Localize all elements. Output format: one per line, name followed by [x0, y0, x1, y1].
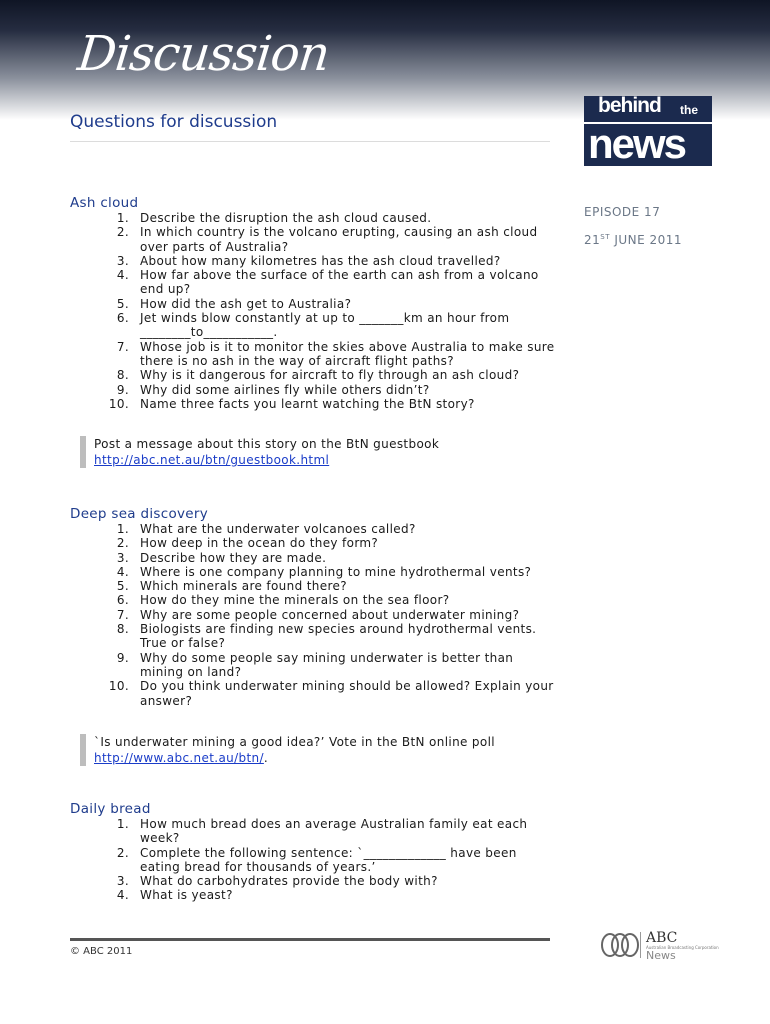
- section-daily-bread: [70, 801, 560, 903]
- logo-separator: [640, 932, 641, 958]
- list-item: 5. How did the ash get to Australia?: [116, 296, 352, 311]
- callout-text: `Is underwater mining a good idea?’ Vote in the BtN online poll: [94, 735, 495, 749]
- episode-info: [584, 205, 682, 261]
- question-list: [70, 522, 560, 708]
- poll-link[interactable]: http://www.abc.net.au/btn/: [94, 751, 264, 765]
- list-item: 9. Why do some people say mining underwater is better than mining on land?: [116, 650, 514, 679]
- list-item: 2. In which country is the volcano erupting, causing an ash cloud over parts of Australia?: [116, 225, 538, 254]
- list-item: 1. What are the underwater volcanoes called?: [116, 522, 416, 536]
- behind-the-news-logo: [584, 96, 714, 172]
- list-item: 5. Which minerals are found there?: [116, 579, 347, 594]
- list-item: 6. How do they mine the minerals on the sea floor?: [116, 593, 450, 608]
- list-item: 7. Whose job is it to monitor the skies above Australia to make sure there is no ash in the way of aircraft flight paths?: [116, 339, 555, 368]
- list-item: 10. Name three facts you learnt watching the BtN story?: [108, 396, 475, 411]
- abc-corp-name: Australian Broadcasting Corporation: [646, 945, 719, 950]
- logo-word-news: news: [588, 120, 686, 167]
- title-divider: [70, 141, 550, 142]
- list-item: 7. Why are some people concerned about underwater mining?: [116, 607, 520, 622]
- list-item: 3. About how many kilometres has the ash cloud travelled?: [116, 253, 501, 268]
- section-heading: Daily bread: [70, 801, 151, 817]
- poll-callout: [80, 734, 564, 766]
- discussion-logo: Discussion: [75, 26, 332, 82]
- logo-word-the: the: [680, 103, 698, 117]
- section-heading: Ash cloud: [70, 195, 139, 211]
- date-day: 21: [584, 233, 601, 247]
- page-title: Questions for discussion: [70, 112, 278, 132]
- list-item: 3. Describe how they are made.: [116, 550, 327, 565]
- list-item: 1. How much bread does an average Australian family eat each week?: [116, 817, 528, 846]
- list-item: 4. What is yeast?: [116, 888, 233, 903]
- list-item: 8. Why is it dangerous for aircraft to fly through an ash cloud?: [116, 368, 520, 383]
- section-ash-cloud: [70, 195, 560, 411]
- guestbook-callout: [80, 436, 564, 468]
- list-item: 4. Where is one company planning to mine hydrothermal vents?: [116, 564, 532, 579]
- list-item: 4. How far above the surface of the earth can ash from a volcano end up?: [116, 268, 539, 297]
- callout-trailing: .: [263, 751, 269, 765]
- abc-lissajous-icon: [600, 932, 640, 958]
- guestbook-link[interactable]: http://abc.net.au/btn/guestbook.html: [94, 453, 330, 467]
- date-suffix: ST: [600, 233, 611, 241]
- abc-news-wordmark: News: [646, 949, 676, 962]
- list-item: 8. Biologists are finding new species around hydrothermal vents. True or false?: [116, 622, 537, 651]
- logo-word-behind: behind: [598, 94, 661, 117]
- question-list: [70, 817, 560, 903]
- section-heading: Deep sea discovery: [70, 506, 209, 522]
- list-item: 9. Why did some airlines fly while others didn’t?: [116, 382, 430, 397]
- abc-news-logo: [600, 930, 720, 962]
- episode-date: [584, 233, 682, 247]
- list-item: 10. Do you think underwater mining should be allowed? Explain your answer?: [108, 679, 554, 708]
- callout-text: Post a message about this story on the BtN guestbook: [94, 437, 440, 451]
- footer-divider: [70, 938, 550, 941]
- list-item: 1. Describe the disruption the ash cloud caused.: [116, 211, 432, 225]
- section-deep-sea-discovery: [70, 506, 560, 708]
- list-item: 3. What do carbohydrates provide the body with?: [116, 874, 438, 889]
- episode-label: EPISODE 17: [584, 205, 661, 219]
- list-item: 2. How deep in the ocean do they form?: [116, 536, 379, 551]
- list-item: 6. Jet winds blow constantly at up to _______km an hour from ________to___________.: [116, 311, 510, 340]
- copyright: © ABC 2011: [70, 946, 133, 957]
- abc-wordmark: ABC: [646, 930, 678, 946]
- question-list: [70, 211, 560, 411]
- date-rest: JUNE 2011: [610, 233, 683, 247]
- list-item: 2. Complete the following sentence: `_____________ have been eating bread for thousands of years.’: [116, 845, 517, 874]
